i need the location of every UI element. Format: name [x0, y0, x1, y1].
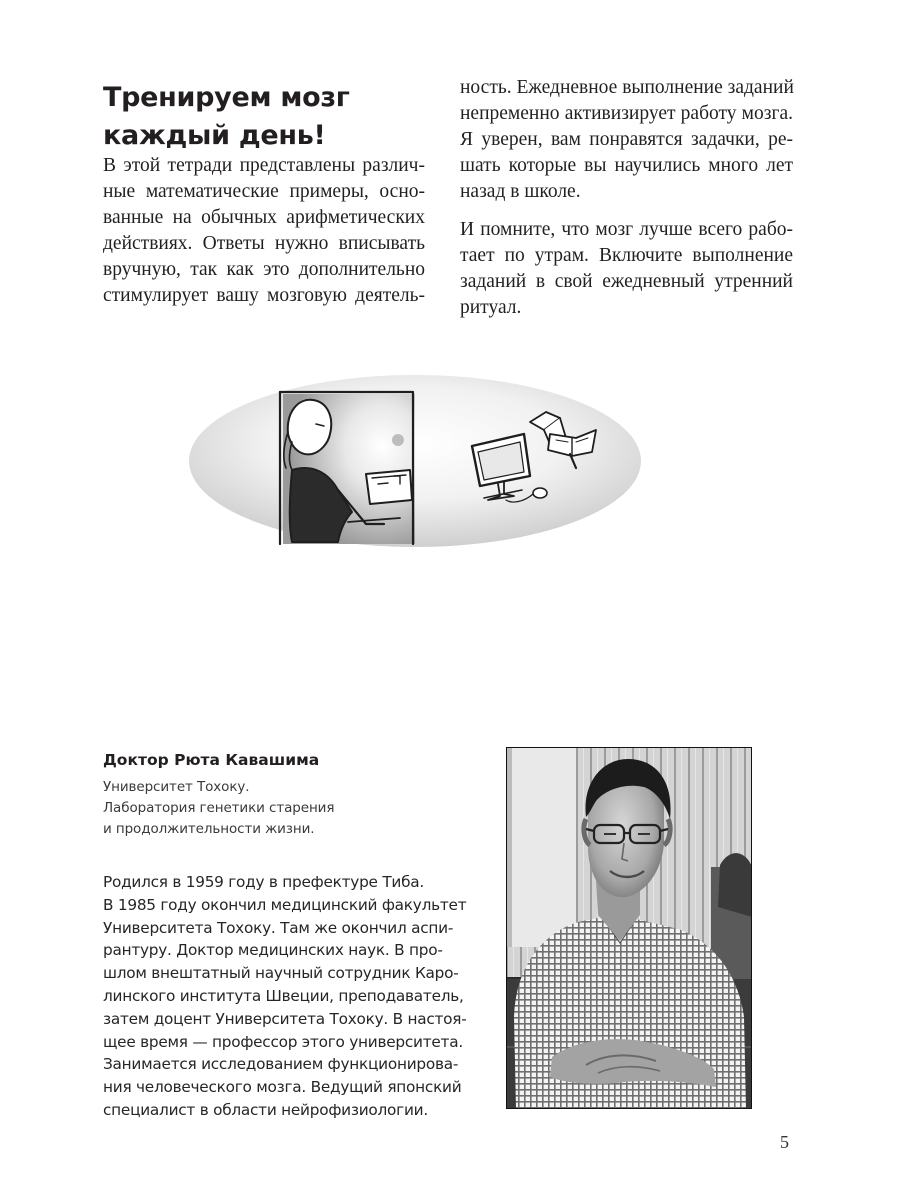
intro-paragraph: [103, 153, 425, 309]
woman-at-computer-drawing: [280, 392, 415, 544]
title-line: каждый день!: [103, 120, 326, 151]
bio-line: затем доцент Университета Тохоку. В настоя-: [103, 1009, 467, 1028]
bio-line: специалист в области нейрофизиологии.: [103, 1100, 428, 1119]
affiliation-line: и продолжительности жизни.: [103, 821, 315, 837]
intro-right-column: [460, 75, 793, 321]
text-line: И помните, что мозг лучше всего рабо-: [460, 219, 793, 240]
text-line: стимулирует вашу мозговую деятель-: [103, 285, 425, 306]
bio-line: Родился в 1959 году в префектуре Тиба.: [103, 873, 425, 891]
author-biography: [103, 871, 467, 1122]
text-line: ность. Ежедневное выполнение заданий: [460, 77, 794, 98]
bio-line: Занимается исследованием функционирова-: [103, 1055, 459, 1074]
text-line: назад в школе.: [460, 181, 581, 202]
text-line: ные математические примеры, осно-: [103, 181, 425, 202]
title-line: Тренируем мозг: [103, 82, 350, 113]
author-name: Доктор Рюта Кавашима: [103, 751, 320, 769]
bio-line: линского института Швеции, преподаватель,: [103, 986, 464, 1005]
page-number: 5: [780, 1132, 789, 1152]
intro-paragraph: [460, 75, 793, 205]
author-photo: [506, 747, 752, 1109]
bio-line: Университета Тохоку. Там же окончил аспи-: [103, 918, 454, 937]
text-line: шать которые вы научились много лет: [460, 155, 793, 176]
bio-line: рантуру. Доктор медицинских наук. В про-: [103, 941, 443, 960]
text-line: ванные на обычных арифметических: [103, 207, 425, 228]
text-line: ритуал.: [460, 297, 522, 318]
text-line: непременно активизирует работу мозга.: [460, 103, 793, 124]
intro-paragraph: [460, 217, 793, 321]
page-title: [103, 79, 433, 155]
bio-line: шлом внештатный научный сотрудник Каро-: [103, 964, 459, 983]
bio-line: ния человеческого мозга. Ведущий японский: [103, 1078, 462, 1097]
text-line: тает по утрам. Включите выполнение: [460, 245, 793, 266]
affiliation-line: Лаборатория генетики старения: [103, 800, 335, 816]
text-line: Я уверен, вам понравятся задачки, ре-: [460, 129, 793, 150]
text-line: вручную, так как это дополнительно: [103, 259, 425, 280]
intro-left-column: [103, 153, 425, 309]
text-line: действиях. Ответы нужно вписывать: [103, 233, 425, 254]
author-affiliation: [103, 777, 403, 840]
affiliation-line: Университет Тохоку.: [103, 779, 250, 795]
text-line: заданий в свой ежедневный утренний: [460, 271, 793, 292]
bio-line: щее время — профессор этого университета.: [103, 1032, 463, 1051]
bio-line: В 1985 году окончил медицинский факультет: [103, 895, 467, 914]
text-line: В этой тетради представлены различ-: [103, 155, 425, 176]
illustration: [188, 372, 643, 550]
